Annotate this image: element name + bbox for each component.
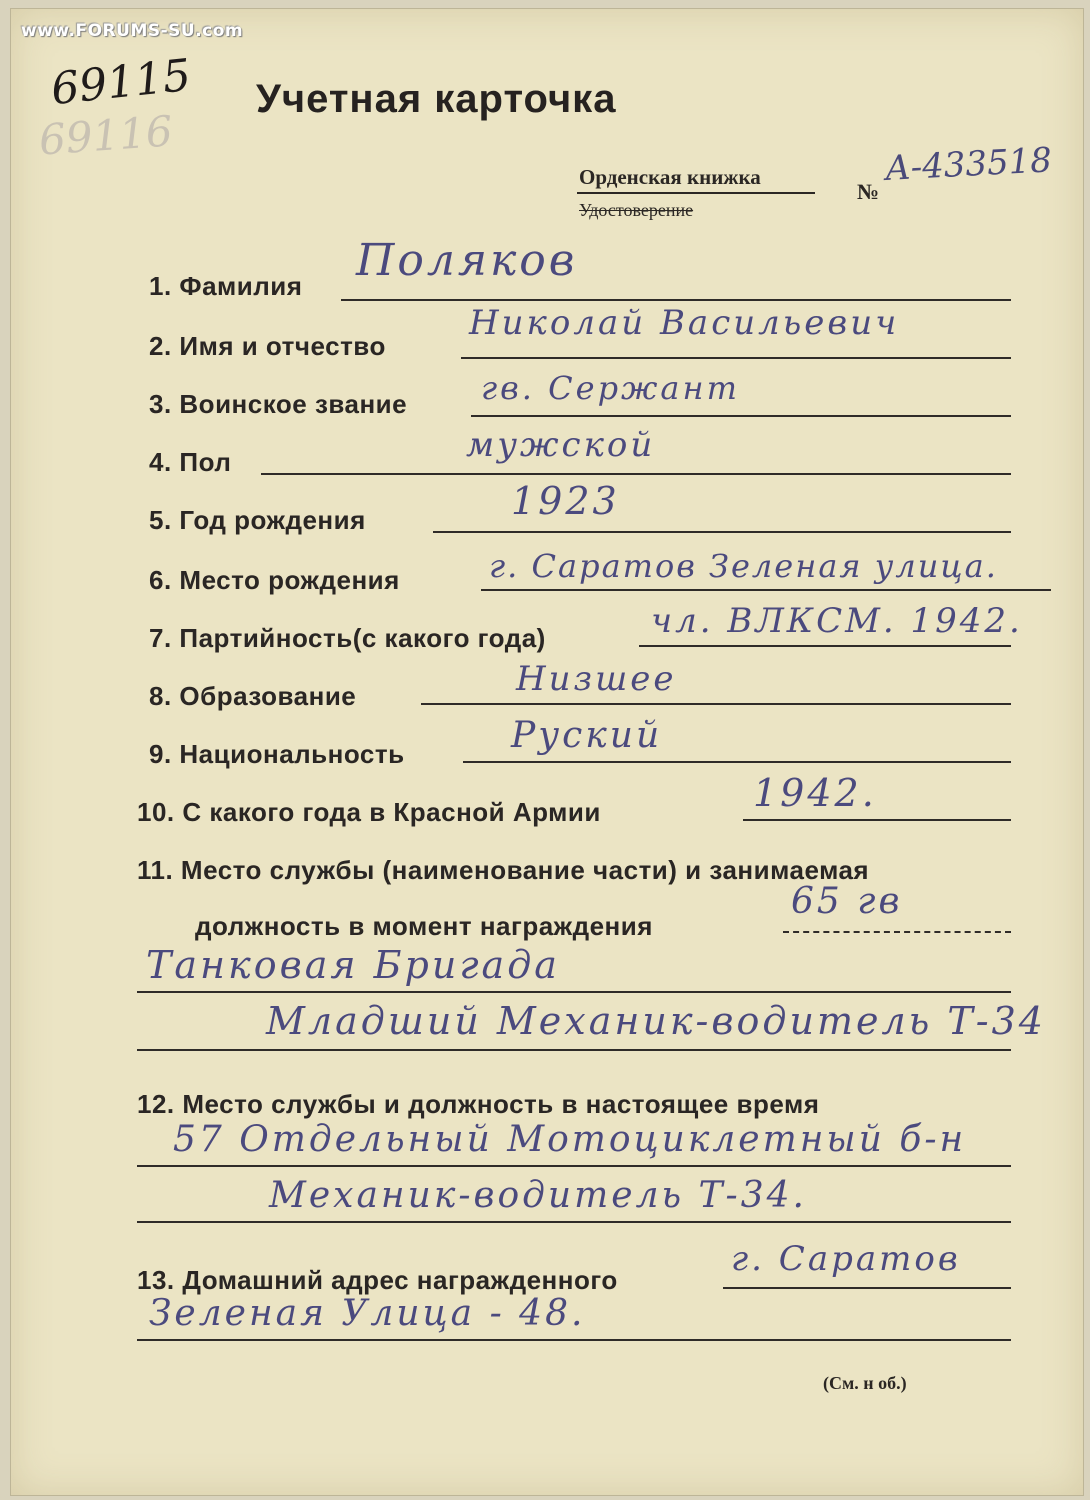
archive-number: 69115 (48, 49, 194, 116)
field-line-army-year (743, 819, 1011, 821)
archive-number-faded: 69116 (37, 106, 175, 165)
field-label-rank: 3. Воинское звание (149, 389, 408, 419)
field-label-nationality: 9. Национальность (149, 739, 405, 769)
field-line-sex (261, 473, 1011, 475)
field-value-home-street: Зеленая Улица - 48. (149, 1293, 586, 1334)
field-value-birthplace: г. Саратов Зеленая улица. (489, 547, 998, 585)
field-line-party (639, 645, 1011, 647)
field-line-rank (471, 415, 1011, 417)
field-value-position: Младший Механик-водитель Т-34 (266, 999, 1046, 1043)
certificate-label: Удостоверение (579, 200, 694, 220)
field-line-home-city (723, 1287, 1011, 1289)
field-line-surname (341, 299, 1011, 301)
field-value-current-unit: 57 Отдельный Мотоциклетный б-н (173, 1119, 967, 1160)
field-label-army-year: 10. С какого года в Красной Армии (137, 797, 601, 827)
order-book-label: Орденская книжка (579, 165, 761, 189)
field-value-name: Николай Васильевич (469, 303, 900, 343)
watermark: www.FORUMS-SU.com (21, 21, 244, 41)
field-line-current-position (137, 1221, 1011, 1223)
field-label-service-at-award: 11. Место службы (наименование части) и занимаемая (137, 855, 870, 885)
field-line-education (421, 703, 1011, 705)
card-title: Учетная карточка (256, 77, 617, 121)
order-book-divider (577, 192, 815, 194)
field-line-name (461, 357, 1011, 359)
field-line-birth-year (433, 531, 1011, 533)
field-value-army-year: 1942. (753, 771, 877, 815)
field-line-position (137, 1049, 1011, 1051)
field-value-current-position: Механик-водитель Т-34. (269, 1175, 807, 1216)
field-value-unit-number: 65 гв (791, 881, 903, 922)
field-label-position-at-award: должность в момент награждения (195, 911, 653, 941)
field-line-unit (137, 991, 1011, 993)
field-label-surname: 1. Фамилия (149, 271, 303, 301)
field-line-current-unit (137, 1165, 1011, 1167)
field-label-education: 8. Образование (149, 681, 357, 711)
footnote-see-reverse: (См. н об.) (823, 1373, 907, 1393)
field-value-surname: Поляков (356, 235, 578, 286)
field-label-party: 7. Партийность(с какого года) (149, 623, 546, 653)
field-line-birthplace (481, 589, 1051, 591)
number-label: № (857, 179, 880, 204)
field-value-unit: Танковая Бригада (146, 943, 560, 987)
field-label-birth-year: 5. Год рождения (149, 505, 366, 535)
field-label-sex: 4. Пол (149, 447, 232, 477)
record-card (10, 8, 1084, 1496)
field-value-party: чл. ВЛКСМ. 1942. (651, 601, 1023, 641)
field-value-home-city: г. Саратов (731, 1239, 961, 1279)
field-label-name: 2. Имя и отчество (149, 331, 386, 361)
field-label-current-service: 12. Место службы и должность в настоящее время (137, 1089, 820, 1119)
field-line-home-street (137, 1339, 1011, 1341)
field-label-home-address: 13. Домашний адрес награжденного (137, 1265, 618, 1295)
order-book-number: А-433518 (883, 140, 1053, 189)
field-label-birthplace: 6. Место рождения (149, 565, 400, 595)
field-line-nationality (463, 761, 1011, 763)
field-value-nationality: Руский (511, 715, 663, 756)
field-value-rank: гв. Сержант (481, 369, 740, 407)
field-value-birth-year: 1923 (511, 479, 620, 523)
field-value-sex: мужской (466, 425, 656, 465)
field-line-service-at-award (783, 931, 1011, 933)
field-value-education: Низшее (516, 659, 677, 699)
